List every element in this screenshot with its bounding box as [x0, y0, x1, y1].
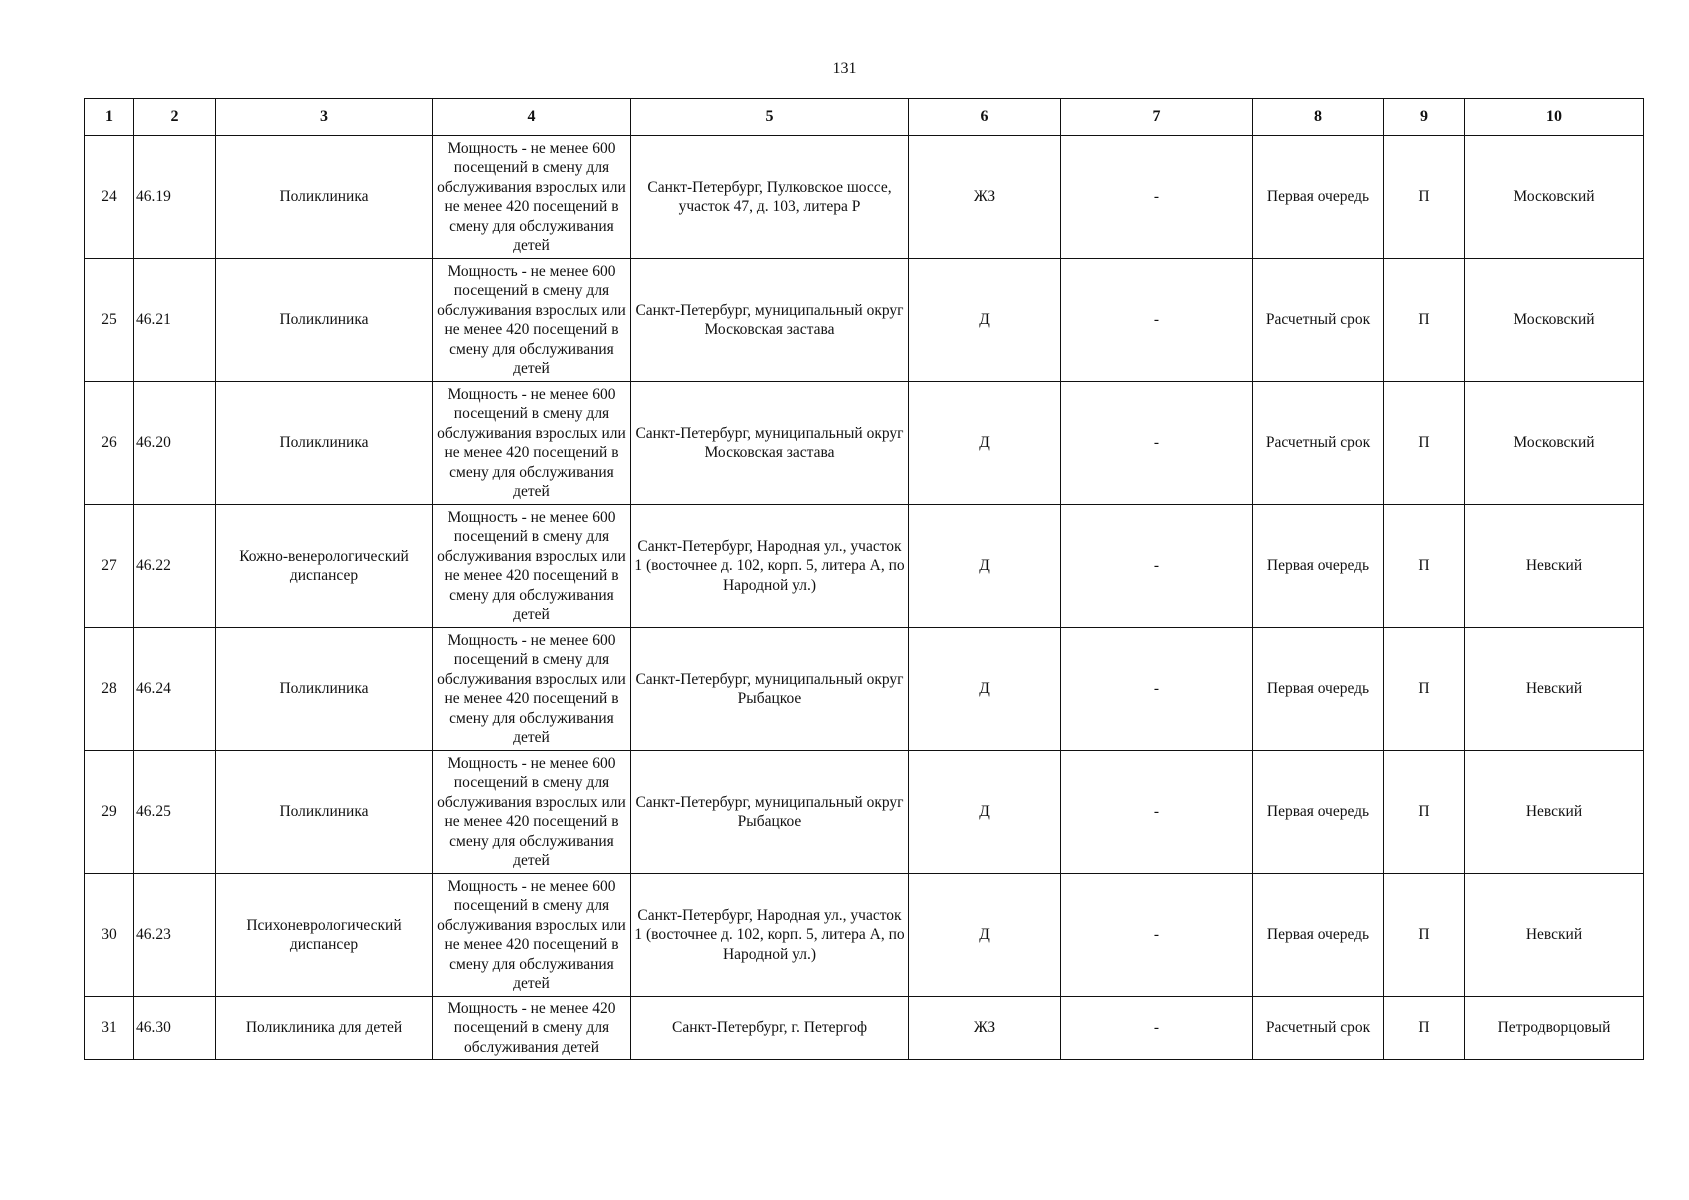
- object-name: Поликлиника: [216, 628, 433, 751]
- object-zone: Д: [909, 505, 1061, 628]
- row-number: 28: [85, 628, 134, 751]
- table-row: [85, 628, 1644, 751]
- object-zone: ЖЗ: [909, 997, 1061, 1060]
- object-stage: Первая очередь: [1253, 628, 1384, 751]
- object-zone: ЖЗ: [909, 136, 1061, 259]
- row-number: 24: [85, 136, 134, 259]
- table-row: [85, 505, 1644, 628]
- object-name: Поликлиника для детей: [216, 997, 433, 1060]
- row-number: 30: [85, 874, 134, 997]
- object-district: Невский: [1465, 628, 1644, 751]
- object-capacity: Мощность - не менее 420 посещений в смену для обслуживания детей: [433, 997, 631, 1060]
- object-code: 46.22: [134, 505, 216, 628]
- object-zone: Д: [909, 874, 1061, 997]
- object-name: Поликлиника: [216, 382, 433, 505]
- object-capacity: Мощность - не менее 600 посещений в смену для обслуживания взрослых или не менее 420 посещений в смену для обслуживания детей: [433, 874, 631, 997]
- row-number: 26: [85, 382, 134, 505]
- object-code: 46.25: [134, 751, 216, 874]
- object-address: Санкт-Петербург, Народная ул., участок 1 (восточнее д. 102, корп. 5, литера А, по Народной ул.): [631, 505, 909, 628]
- object-status: П: [1384, 136, 1465, 259]
- table-row: [85, 136, 1644, 259]
- column-header: 2: [134, 99, 216, 136]
- table-row: [85, 751, 1644, 874]
- object-name: Поликлиника: [216, 751, 433, 874]
- object-address: Санкт-Петербург, Пулковское шоссе, участок 47, д. 103, литера Р: [631, 136, 909, 259]
- facilities-table: [84, 98, 1644, 1060]
- object-name: Поликлиника: [216, 259, 433, 382]
- object-address: Санкт-Петербург, муниципальный округ Московская застава: [631, 382, 909, 505]
- object-col7: -: [1061, 874, 1253, 997]
- row-number: 29: [85, 751, 134, 874]
- object-code: 46.30: [134, 997, 216, 1060]
- object-zone: Д: [909, 751, 1061, 874]
- object-address: Санкт-Петербург, муниципальный округ Рыбацкое: [631, 628, 909, 751]
- page-number: 131: [832, 60, 857, 77]
- object-status: П: [1384, 382, 1465, 505]
- object-zone: Д: [909, 382, 1061, 505]
- object-address: Санкт-Петербург, муниципальный округ Московская застава: [631, 259, 909, 382]
- object-status: П: [1384, 628, 1465, 751]
- column-header: 10: [1465, 99, 1644, 136]
- column-header: 7: [1061, 99, 1253, 136]
- object-status: П: [1384, 874, 1465, 997]
- object-address: Санкт-Петербург, г. Петергоф: [631, 997, 909, 1060]
- header-row: [85, 99, 1644, 136]
- object-district: Невский: [1465, 505, 1644, 628]
- column-header: 4: [433, 99, 631, 136]
- object-stage: Расчетный срок: [1253, 382, 1384, 505]
- row-number: 31: [85, 997, 134, 1060]
- object-name: Кожно-венерологический диспансер: [216, 505, 433, 628]
- object-address: Санкт-Петербург, Народная ул., участок 1 (восточнее д. 102, корп. 5, литера А, по Народной ул.): [631, 874, 909, 997]
- table-row: [85, 259, 1644, 382]
- column-header: 9: [1384, 99, 1465, 136]
- object-code: 46.23: [134, 874, 216, 997]
- table-row: [85, 382, 1644, 505]
- object-col7: -: [1061, 751, 1253, 874]
- object-zone: Д: [909, 628, 1061, 751]
- object-name: Психоневрологический диспансер: [216, 874, 433, 997]
- column-header: 8: [1253, 99, 1384, 136]
- row-number: 25: [85, 259, 134, 382]
- object-capacity: Мощность - не менее 600 посещений в смену для обслуживания взрослых или не менее 420 посещений в смену для обслуживания детей: [433, 136, 631, 259]
- object-col7: -: [1061, 505, 1253, 628]
- object-status: П: [1384, 751, 1465, 874]
- object-district: Московский: [1465, 259, 1644, 382]
- object-status: П: [1384, 505, 1465, 628]
- object-code: 46.19: [134, 136, 216, 259]
- object-district: Московский: [1465, 136, 1644, 259]
- object-capacity: Мощность - не менее 600 посещений в смену для обслуживания взрослых или не менее 420 посещений в смену для обслуживания детей: [433, 259, 631, 382]
- object-code: 46.21: [134, 259, 216, 382]
- table-row: [85, 874, 1644, 997]
- object-col7: -: [1061, 259, 1253, 382]
- object-district: Невский: [1465, 874, 1644, 997]
- object-district: Петродворцовый: [1465, 997, 1644, 1060]
- column-header: 5: [631, 99, 909, 136]
- object-code: 46.24: [134, 628, 216, 751]
- object-stage: Первая очередь: [1253, 136, 1384, 259]
- object-capacity: Мощность - не менее 600 посещений в смену для обслуживания взрослых или не менее 420 посещений в смену для обслуживания детей: [433, 505, 631, 628]
- column-header: 1: [85, 99, 134, 136]
- object-stage: Расчетный срок: [1253, 259, 1384, 382]
- object-capacity: Мощность - не менее 600 посещений в смену для обслуживания взрослых или не менее 420 посещений в смену для обслуживания детей: [433, 628, 631, 751]
- column-header: 6: [909, 99, 1061, 136]
- object-stage: Первая очередь: [1253, 505, 1384, 628]
- object-stage: Расчетный срок: [1253, 997, 1384, 1060]
- object-status: П: [1384, 259, 1465, 382]
- object-col7: -: [1061, 382, 1253, 505]
- object-district: Невский: [1465, 751, 1644, 874]
- object-col7: -: [1061, 997, 1253, 1060]
- row-number: 27: [85, 505, 134, 628]
- object-capacity: Мощность - не менее 600 посещений в смену для обслуживания взрослых или не менее 420 посещений в смену для обслуживания детей: [433, 751, 631, 874]
- object-address: Санкт-Петербург, муниципальный округ Рыбацкое: [631, 751, 909, 874]
- column-header: 3: [216, 99, 433, 136]
- object-name: Поликлиника: [216, 136, 433, 259]
- object-stage: Первая очередь: [1253, 874, 1384, 997]
- object-col7: -: [1061, 136, 1253, 259]
- object-code: 46.20: [134, 382, 216, 505]
- object-col7: -: [1061, 628, 1253, 751]
- object-stage: Первая очередь: [1253, 751, 1384, 874]
- table-row: [85, 997, 1644, 1060]
- object-zone: Д: [909, 259, 1061, 382]
- object-status: П: [1384, 997, 1465, 1060]
- object-district: Московский: [1465, 382, 1644, 505]
- object-capacity: Мощность - не менее 600 посещений в смену для обслуживания взрослых или не менее 420 посещений в смену для обслуживания детей: [433, 382, 631, 505]
